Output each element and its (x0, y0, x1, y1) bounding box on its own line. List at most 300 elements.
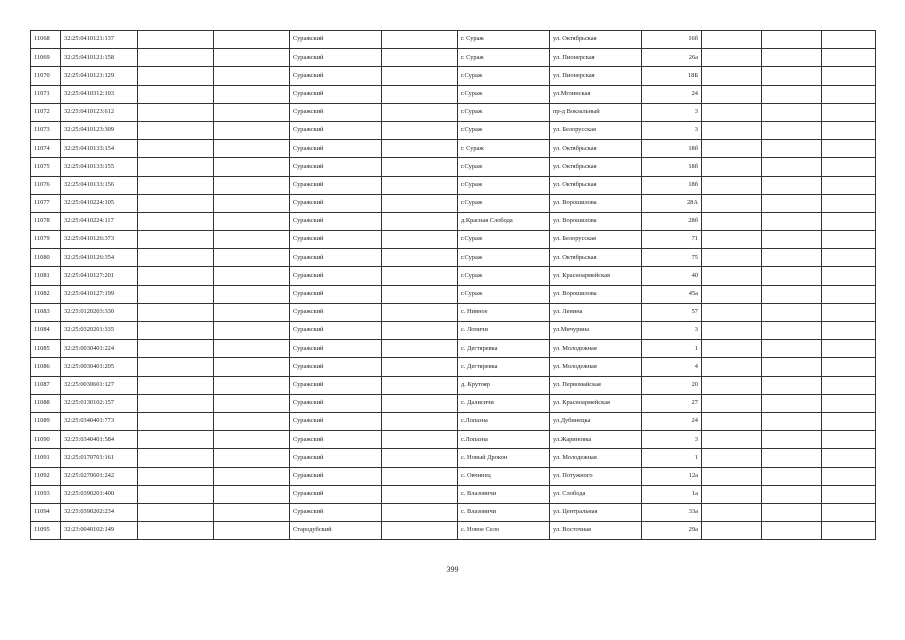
street-cell: пр-д Вокзальный (550, 103, 642, 121)
empty-cell (382, 67, 458, 85)
cadastral-number-cell: 32:25:0320201:335 (61, 322, 138, 340)
empty-cell (822, 140, 876, 158)
empty-cell (762, 194, 822, 212)
house-number-cell: 40 (642, 267, 702, 285)
empty-cell (702, 485, 762, 503)
empty-cell (138, 231, 214, 249)
house-number-cell: 18б (642, 176, 702, 194)
cadastral-number-cell: 32:25:0340401:584 (61, 431, 138, 449)
table-row (31, 412, 876, 430)
table-row (31, 212, 876, 230)
cadastral-number-cell: 32:25:0410133:154 (61, 140, 138, 158)
empty-cell (702, 31, 762, 49)
street-cell: ул. Ворошилова (550, 194, 642, 212)
house-number-cell: 16б (642, 31, 702, 49)
row-id-cell: 11084 (31, 322, 61, 340)
cadastral-number-cell: 32:25:0410133:155 (61, 158, 138, 176)
cadastral-number-cell: 32:25:0390202:234 (61, 503, 138, 521)
house-number-cell: 1 (642, 340, 702, 358)
empty-cell (138, 176, 214, 194)
empty-cell (762, 121, 822, 139)
row-id-cell: 11083 (31, 303, 61, 321)
empty-cell (762, 394, 822, 412)
empty-cell (822, 231, 876, 249)
empty-cell (702, 103, 762, 121)
empty-cell (822, 267, 876, 285)
cadastral-number-cell: 32:25:0410126:373 (61, 231, 138, 249)
table-row (31, 231, 876, 249)
house-number-cell: 26а (642, 49, 702, 67)
cadastral-number-cell: 32:25:0410123:309 (61, 121, 138, 139)
empty-cell (382, 267, 458, 285)
empty-cell (382, 176, 458, 194)
empty-cell (382, 212, 458, 230)
house-number-cell: 75 (642, 249, 702, 267)
empty-cell (214, 358, 290, 376)
empty-cell (214, 85, 290, 103)
street-cell: ул. Первомайская (550, 376, 642, 394)
empty-cell (214, 67, 290, 85)
empty-cell (214, 49, 290, 67)
house-number-cell: 33а (642, 503, 702, 521)
empty-cell (762, 158, 822, 176)
empty-cell (138, 49, 214, 67)
empty-cell (822, 503, 876, 521)
empty-cell (382, 449, 458, 467)
empty-cell (138, 431, 214, 449)
empty-cell (822, 449, 876, 467)
row-id-cell: 11076 (31, 176, 61, 194)
row-id-cell: 11069 (31, 49, 61, 67)
empty-cell (762, 31, 822, 49)
empty-cell (382, 503, 458, 521)
street-cell: ул. Восточная (550, 522, 642, 540)
table-row (31, 431, 876, 449)
street-cell: ул. Ворошилова (550, 285, 642, 303)
empty-cell (762, 103, 822, 121)
empty-cell (822, 103, 876, 121)
district-cell: Суражский (290, 103, 382, 121)
house-number-cell: 24 (642, 412, 702, 430)
locality-cell: с. Влазовичи (458, 485, 550, 503)
empty-cell (762, 412, 822, 430)
house-number-cell: 4 (642, 358, 702, 376)
empty-cell (138, 158, 214, 176)
locality-cell: г.Сураж (458, 249, 550, 267)
table-row (31, 358, 876, 376)
locality-cell: д. Крутояр (458, 376, 550, 394)
empty-cell (702, 212, 762, 230)
empty-cell (822, 176, 876, 194)
table-row (31, 176, 876, 194)
empty-cell (382, 121, 458, 139)
district-cell: Суражский (290, 67, 382, 85)
empty-cell (822, 303, 876, 321)
locality-cell: г.Сураж (458, 121, 550, 139)
locality-cell: г.Сураж (458, 103, 550, 121)
locality-cell: с. Дегтяревка (458, 358, 550, 376)
cadastral-number-cell: 32:25:0410312:103 (61, 85, 138, 103)
empty-cell (762, 503, 822, 521)
empty-cell (762, 285, 822, 303)
empty-cell (762, 376, 822, 394)
locality-cell: с. Новый Дрокон (458, 449, 550, 467)
empty-cell (214, 267, 290, 285)
table-row (31, 158, 876, 176)
locality-cell: с. Овчинец (458, 467, 550, 485)
cadastral-number-cell: 32:25:0410127:201 (61, 267, 138, 285)
empty-cell (822, 67, 876, 85)
table-row (31, 285, 876, 303)
empty-cell (822, 49, 876, 67)
district-cell: Суражский (290, 176, 382, 194)
locality-cell: с. Лопичи (458, 322, 550, 340)
empty-cell (382, 522, 458, 540)
row-id-cell: 11091 (31, 449, 61, 467)
empty-cell (822, 376, 876, 394)
house-number-cell: 1а (642, 485, 702, 503)
empty-cell (214, 103, 290, 121)
empty-cell (702, 121, 762, 139)
street-cell: ул. Молодежная (550, 340, 642, 358)
empty-cell (138, 340, 214, 358)
table-row (31, 449, 876, 467)
empty-cell (382, 394, 458, 412)
district-cell: Суражский (290, 503, 382, 521)
empty-cell (822, 467, 876, 485)
table-body (31, 31, 876, 540)
locality-cell: с.Лопазна (458, 431, 550, 449)
row-id-cell: 11070 (31, 67, 61, 85)
street-cell: ул. Ленина (550, 303, 642, 321)
empty-cell (214, 140, 290, 158)
house-number-cell: 18Б (642, 67, 702, 85)
empty-cell (702, 412, 762, 430)
cadastral-number-cell: 32:25:0030401:224 (61, 340, 138, 358)
empty-cell (822, 285, 876, 303)
row-id-cell: 11092 (31, 467, 61, 485)
empty-cell (382, 103, 458, 121)
row-id-cell: 11071 (31, 85, 61, 103)
empty-cell (762, 249, 822, 267)
row-id-cell: 11075 (31, 158, 61, 176)
empty-cell (382, 140, 458, 158)
house-number-cell: 27 (642, 394, 702, 412)
empty-cell (702, 522, 762, 540)
empty-cell (214, 394, 290, 412)
empty-cell (702, 158, 762, 176)
house-number-cell: 28б (642, 212, 702, 230)
district-cell: Суражский (290, 340, 382, 358)
empty-cell (702, 503, 762, 521)
cadastral-number-cell: 32:25:0030401:205 (61, 358, 138, 376)
empty-cell (702, 358, 762, 376)
empty-cell (138, 412, 214, 430)
empty-cell (702, 303, 762, 321)
empty-cell (214, 121, 290, 139)
district-cell: Суражский (290, 449, 382, 467)
table-row (31, 49, 876, 67)
district-cell: Суражский (290, 249, 382, 267)
empty-cell (762, 140, 822, 158)
locality-cell: г.Сураж (458, 176, 550, 194)
empty-cell (138, 140, 214, 158)
empty-cell (382, 412, 458, 430)
district-cell: Суражский (290, 140, 382, 158)
house-number-cell: 20 (642, 376, 702, 394)
empty-cell (822, 340, 876, 358)
empty-cell (822, 212, 876, 230)
house-number-cell: 18б (642, 140, 702, 158)
empty-cell (702, 394, 762, 412)
locality-cell: с. Дегтяревка (458, 340, 550, 358)
empty-cell (138, 322, 214, 340)
empty-cell (382, 285, 458, 303)
empty-cell (214, 194, 290, 212)
district-cell: Суражский (290, 158, 382, 176)
empty-cell (214, 303, 290, 321)
table-row (31, 194, 876, 212)
empty-cell (138, 394, 214, 412)
empty-cell (214, 503, 290, 521)
district-cell: Суражский (290, 194, 382, 212)
empty-cell (382, 358, 458, 376)
empty-cell (138, 67, 214, 85)
empty-cell (138, 85, 214, 103)
street-cell: ул. Пионерская (550, 67, 642, 85)
street-cell: ул. Красноармейская (550, 394, 642, 412)
empty-cell (702, 285, 762, 303)
cadastral-number-cell: 32:25:0410127:199 (61, 285, 138, 303)
locality-cell: с. Влазовичи (458, 503, 550, 521)
empty-cell (138, 285, 214, 303)
empty-cell (214, 249, 290, 267)
district-cell: Суражский (290, 467, 382, 485)
empty-cell (214, 376, 290, 394)
street-cell: ул. Ворошилова (550, 212, 642, 230)
table-row (31, 140, 876, 158)
district-cell: Суражский (290, 212, 382, 230)
empty-cell (702, 194, 762, 212)
row-id-cell: 11078 (31, 212, 61, 230)
empty-cell (822, 412, 876, 430)
district-cell: Суражский (290, 358, 382, 376)
empty-cell (382, 49, 458, 67)
cadastral-number-cell: 32:25:0410126:354 (61, 249, 138, 267)
empty-cell (822, 85, 876, 103)
locality-cell: г. Сураж (458, 140, 550, 158)
locality-cell: с.Лопазна (458, 412, 550, 430)
empty-cell (382, 485, 458, 503)
row-id-cell: 11072 (31, 103, 61, 121)
empty-cell (214, 467, 290, 485)
empty-cell (702, 267, 762, 285)
district-cell: Суражский (290, 31, 382, 49)
house-number-cell: 18б (642, 158, 702, 176)
street-cell: ул.Мичурина (550, 322, 642, 340)
street-cell: ул.Мглинская (550, 85, 642, 103)
empty-cell (702, 176, 762, 194)
table-row (31, 67, 876, 85)
empty-cell (382, 31, 458, 49)
empty-cell (822, 31, 876, 49)
house-number-cell: 3 (642, 431, 702, 449)
empty-cell (762, 322, 822, 340)
empty-cell (138, 31, 214, 49)
empty-cell (762, 485, 822, 503)
row-id-cell: 11074 (31, 140, 61, 158)
street-cell: ул. Молодежная (550, 449, 642, 467)
district-cell: Суражский (290, 85, 382, 103)
table-row (31, 485, 876, 503)
empty-cell (762, 85, 822, 103)
empty-cell (138, 103, 214, 121)
empty-cell (138, 467, 214, 485)
row-id-cell: 11085 (31, 340, 61, 358)
empty-cell (214, 431, 290, 449)
empty-cell (822, 249, 876, 267)
table-row (31, 322, 876, 340)
empty-cell (702, 340, 762, 358)
empty-cell (822, 358, 876, 376)
house-number-cell: 71 (642, 231, 702, 249)
empty-cell (762, 267, 822, 285)
table-row (31, 121, 876, 139)
house-number-cell: 3 (642, 121, 702, 139)
empty-cell (214, 412, 290, 430)
empty-cell (702, 376, 762, 394)
page-number: 399 (446, 565, 459, 574)
locality-cell: г. Сураж (458, 31, 550, 49)
empty-cell (702, 140, 762, 158)
empty-cell (138, 522, 214, 540)
empty-cell (822, 158, 876, 176)
cadastral-number-cell: 32:25:0410121:158 (61, 49, 138, 67)
row-id-cell: 11080 (31, 249, 61, 267)
cadastral-number-cell: 32:25:0270601:242 (61, 467, 138, 485)
empty-cell (138, 212, 214, 230)
row-id-cell: 11068 (31, 31, 61, 49)
cadastral-number-cell: 32:25:0340401:773 (61, 412, 138, 430)
locality-cell: г.Сураж (458, 158, 550, 176)
cadastral-number-cell: 32:25:0410133:156 (61, 176, 138, 194)
row-id-cell: 11090 (31, 431, 61, 449)
district-cell: Суражский (290, 303, 382, 321)
empty-cell (214, 212, 290, 230)
cadastral-number-cell: 32:25:0170701:161 (61, 449, 138, 467)
street-cell: ул. Белорусская (550, 231, 642, 249)
district-cell: Суражский (290, 485, 382, 503)
empty-cell (702, 322, 762, 340)
empty-cell (138, 249, 214, 267)
house-number-cell: 28А (642, 194, 702, 212)
house-number-cell: 24 (642, 85, 702, 103)
empty-cell (762, 303, 822, 321)
empty-cell (822, 194, 876, 212)
locality-cell: с. Новое Село (458, 522, 550, 540)
empty-cell (702, 249, 762, 267)
table-row (31, 467, 876, 485)
empty-cell (762, 212, 822, 230)
empty-cell (822, 121, 876, 139)
row-id-cell: 11077 (31, 194, 61, 212)
cadastral-number-cell: 32:25:0410123:612 (61, 103, 138, 121)
empty-cell (214, 176, 290, 194)
empty-cell (138, 303, 214, 321)
district-cell: Суражский (290, 394, 382, 412)
empty-cell (822, 322, 876, 340)
district-cell: Суражский (290, 49, 382, 67)
locality-cell: г.Сураж (458, 85, 550, 103)
empty-cell (138, 376, 214, 394)
table-row (31, 303, 876, 321)
row-id-cell: 11086 (31, 358, 61, 376)
empty-cell (382, 340, 458, 358)
table-row (31, 503, 876, 521)
street-cell: ул. Потужного (550, 467, 642, 485)
empty-cell (214, 340, 290, 358)
empty-cell (762, 467, 822, 485)
row-id-cell: 11073 (31, 121, 61, 139)
cadastral-number-cell: 32:25:0120203:330 (61, 303, 138, 321)
empty-cell (762, 176, 822, 194)
locality-cell: с. Далисичи (458, 394, 550, 412)
district-cell: Стародубский (290, 522, 382, 540)
empty-cell (382, 249, 458, 267)
empty-cell (762, 231, 822, 249)
locality-cell: г.Сураж (458, 231, 550, 249)
empty-cell (382, 158, 458, 176)
locality-cell: г.Сураж (458, 285, 550, 303)
street-cell: ул. Центральная (550, 503, 642, 521)
locality-cell: г. Сураж (458, 49, 550, 67)
locality-cell: г.Сураж (458, 67, 550, 85)
street-cell: ул. Пионерская (550, 49, 642, 67)
empty-cell (138, 121, 214, 139)
empty-cell (382, 467, 458, 485)
street-cell: ул. Слобода (550, 485, 642, 503)
row-id-cell: 11081 (31, 267, 61, 285)
street-cell: ул. Белорусская (550, 121, 642, 139)
empty-cell (138, 194, 214, 212)
district-cell: Суражский (290, 267, 382, 285)
empty-cell (138, 449, 214, 467)
empty-cell (214, 485, 290, 503)
empty-cell (762, 431, 822, 449)
cadastral-number-cell: 32:25:0410224:105 (61, 194, 138, 212)
row-id-cell: 11082 (31, 285, 61, 303)
street-cell: ул. Красноармейская (550, 267, 642, 285)
empty-cell (214, 285, 290, 303)
empty-cell (762, 358, 822, 376)
table-row (31, 376, 876, 394)
street-cell: ул. Октябрьская (550, 31, 642, 49)
house-number-cell: 3 (642, 322, 702, 340)
row-id-cell: 11093 (31, 485, 61, 503)
row-id-cell: 11089 (31, 412, 61, 430)
row-id-cell: 11079 (31, 231, 61, 249)
empty-cell (702, 467, 762, 485)
empty-cell (822, 522, 876, 540)
empty-cell (214, 231, 290, 249)
street-cell: ул.Жариновка (550, 431, 642, 449)
empty-cell (382, 194, 458, 212)
district-cell: Суражский (290, 376, 382, 394)
empty-cell (138, 267, 214, 285)
empty-cell (702, 431, 762, 449)
house-number-cell: 29а (642, 522, 702, 540)
street-cell: ул. Молодежная (550, 358, 642, 376)
